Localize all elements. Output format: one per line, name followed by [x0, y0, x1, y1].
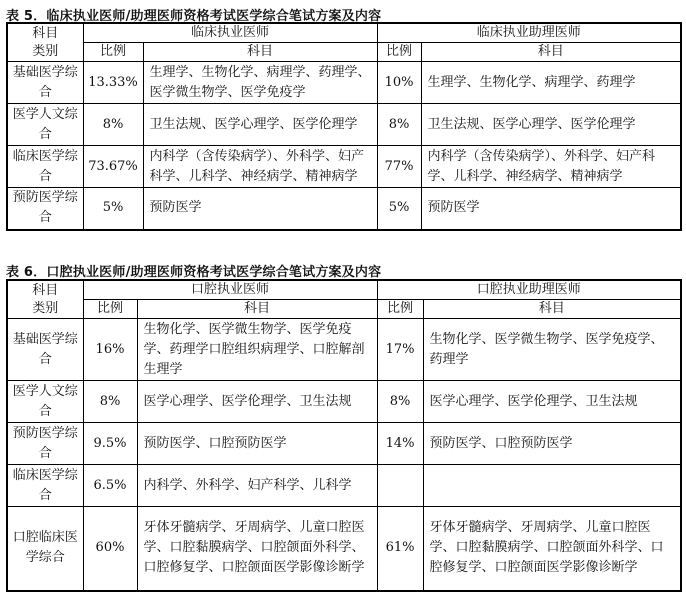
category-cell: 临床医学综合: [7, 146, 83, 188]
table-row: [7, 62, 681, 104]
subjects-cell: 预防医学: [421, 188, 681, 230]
subjects-cell: 预防医学: [143, 188, 377, 230]
subjects-cell: 预防医学、口腔预防医学: [423, 423, 681, 465]
category-cell: 基础医学综合: [7, 319, 83, 381]
table5-caption: 表 5．临床执业医师/助理医师资格考试医学综合笔试方案及内容: [6, 9, 382, 24]
table5-header-row-2: [7, 43, 681, 62]
subjects-cell: 医学心理学、医学伦理学、卫生法规: [423, 381, 681, 423]
table6-ratio-header-b: 比例: [377, 300, 423, 319]
category-cell: 基础医学综合: [7, 62, 83, 104]
ratio-cell: 9.5%: [83, 423, 137, 465]
table6-header-row-2: [7, 300, 681, 319]
table-row: [7, 507, 681, 591]
header-bottom-label: 类别: [32, 300, 59, 316]
category-cell: 临床医学综合: [7, 465, 83, 507]
category-cell: 预防医学综合: [7, 423, 83, 465]
table-row: [7, 423, 681, 465]
header-bottom-label: 类别: [32, 43, 59, 59]
table5-subject-header-a: 科目: [143, 43, 377, 62]
subjects-cell: 卫生法规、医学心理学、医学伦理学: [421, 104, 681, 146]
table6-header-category: [7, 280, 83, 319]
table6-group-a: 口腔执业医师: [83, 280, 377, 300]
table5-group-b: 临床执业助理医师: [377, 23, 681, 43]
subjects-cell: 医学心理学、医学伦理学、卫生法规: [137, 381, 377, 423]
table5: [6, 22, 682, 231]
subjects-cell: 卫生法规、医学心理学、医学伦理学: [143, 104, 377, 146]
table5-ratio-header-a: 比例: [83, 43, 143, 62]
ratio-cell: 8%: [83, 381, 137, 423]
ratio-cell: 14%: [377, 423, 423, 465]
subjects-cell: 牙体牙髓病学、牙周病学、儿童口腔医学、口腔黏膜病学、口腔颌面外科学、口腔修复学、口腔颌面医学影像诊断学: [137, 507, 377, 591]
table-row: [7, 381, 681, 423]
category-cell: 医学人文综合: [7, 104, 83, 146]
table6-caption: 表 6．口腔执业医师/助理医师资格考试医学综合笔试方案及内容: [6, 265, 382, 280]
ratio-cell: 8%: [83, 104, 143, 146]
subjects-cell: 牙体牙髓病学、牙周病学、儿童口腔医学、口腔黏膜病学、口腔颌面外科学、口腔修复学、口腔颌面医学影像诊断学: [423, 507, 681, 591]
subjects-cell: 内科学（含传染病学）、外科学、妇产科学、儿科学、神经病学、精神病学: [421, 146, 681, 188]
header-top-label: 科目: [32, 25, 59, 41]
subjects-cell: 预防医学、口腔预防医学: [137, 423, 377, 465]
subjects-cell: [423, 465, 681, 507]
category-cell: 预防医学综合: [7, 188, 83, 230]
ratio-cell: 17%: [377, 319, 423, 381]
ratio-cell: 61%: [377, 507, 423, 591]
subjects-cell: 内科学（含传染病学）、外科学、妇产科学、儿科学、神经病学、精神病学: [143, 146, 377, 188]
ratio-cell: 8%: [377, 381, 423, 423]
table5-group-a: 临床执业医师: [83, 23, 377, 43]
table5-ratio-header-b: 比例: [377, 43, 421, 62]
table-row: [7, 188, 681, 230]
ratio-cell: 77%: [377, 146, 421, 188]
ratio-cell: 8%: [377, 104, 421, 146]
subjects-cell: 生理学、生物化学、病理学、药理学: [421, 62, 681, 104]
table5-header-category: [7, 23, 83, 62]
ratio-cell: [377, 465, 423, 507]
table6-subject-header-a: 科目: [137, 300, 377, 319]
ratio-cell: 6.5%: [83, 465, 137, 507]
category-cell: 口腔临床医学综合: [7, 507, 83, 591]
category-cell: 医学人文综合: [7, 381, 83, 423]
ratio-cell: 5%: [83, 188, 143, 230]
ratio-cell: 5%: [377, 188, 421, 230]
table6-subject-header-b: 科目: [423, 300, 681, 319]
ratio-cell: 60%: [83, 507, 137, 591]
table6-header-row-1: [7, 280, 681, 300]
table6-group-b: 口腔执业助理医师: [377, 280, 681, 300]
ratio-cell: 16%: [83, 319, 137, 381]
ratio-cell: 13.33%: [83, 62, 143, 104]
table5-subject-header-b: 科目: [421, 43, 681, 62]
table-row: [7, 465, 681, 507]
ratio-cell: 73.67%: [83, 146, 143, 188]
header-top-label: 科目: [32, 282, 59, 298]
table6: [6, 279, 682, 592]
subjects-cell: 生理学、生物化学、病理学、药理学、医学微生物学、医学免疫学: [143, 62, 377, 104]
table-row: [7, 146, 681, 188]
subjects-cell: 生物化学、医学微生物学、医学免疫学、药理学口腔组织病理学、口腔解剖生理学: [137, 319, 377, 381]
table6-ratio-header-a: 比例: [83, 300, 137, 319]
subjects-cell: 生物化学、医学微生物学、医学免疫学、药理学: [423, 319, 681, 381]
table-row: [7, 319, 681, 381]
ratio-cell: 10%: [377, 62, 421, 104]
table5-header-row-1: [7, 23, 681, 43]
subjects-cell: 内科学、外科学、妇产科学、儿科学: [137, 465, 377, 507]
table-row: [7, 104, 681, 146]
